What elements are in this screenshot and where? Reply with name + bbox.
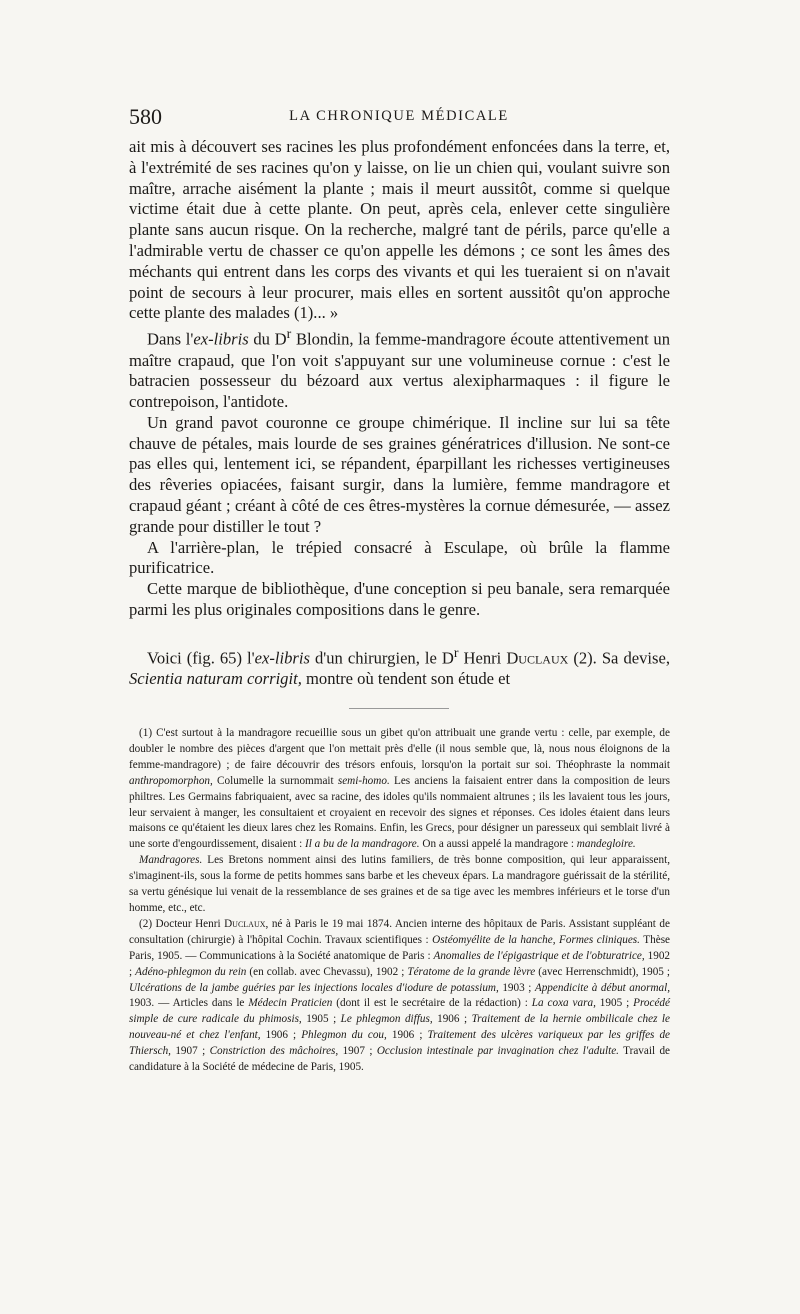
footnotes — [129, 726, 670, 1076]
paragraph-marque: Cette marque de bibliothèque, d'une conception si peu banale, sera remarquée parmi les plus originales compositions dans le genre. — [129, 579, 670, 620]
page-number: 580 — [129, 104, 162, 129]
page-header — [129, 104, 669, 134]
footnote-2: (2) Docteur Henri Duclaux, né à Paris le 19 mai 1874. Ancien interne des hôpitaux de Paris. Assistant suppléant de consultation (chirurgie) à l'hôpital Cochin. Travaux scientifiques : Ostéomyélite de la hanche, Formes cliniques. Thèse Paris, 1905. — Communications à la Société anatomique de Paris : Anomalies de l'épigastrique et de l'obturatrice, 1902 ; Adéno-phlegmon du rein (en collab. avec Chevassu), 1902 ; Tératome de la grande lèvre (avec Herrenschmidt), 1905 ; Ulcérations de la jambe guéries par les injections locales d'iodure de potassium, 1903 ; Appendicite à début anormal, 1903. — Articles dans le Médecin Praticien (dont il est le secrétaire de la rédaction) : La coxa vara, 1905 ; Procédé simple de cure radicale du phimosis, 1905 ; Le phlegmon diffus, 1906 ; Traitement de la hernie ombilicale chez le nouveau-né et chez l'enfant, 1906 ; Phlegmon du cou, 1906 ; Traitement des ulcères variqueux par les griffes de Thiersch, 1907 ; Constriction des mâchoires, 1907 ; Occlusion intestinale par invagination chez l'adulte. Travail de candidature à la Société de médecine de Paris, 1905. — [129, 917, 671, 1074]
main-text — [129, 137, 670, 690]
footnote-divider — [349, 708, 449, 709]
footnote-1-continued: Mandragores. Les Bretons nomment ainsi des lutins familiers, de très bonne composition, qui leur apparaissent, s'imaginent-ils, sous la forme de petits hommes sans barbe et les cheveux épars. La mandragore guérissait de la stérilité, sa vertu génésique lui venait de la ressemblance de ses graines et de sa tige avec les membres inférieurs et le torse d'un homme, etc., etc. — [129, 854, 670, 914]
paragraph-duclaux-ex-libris: Voici (fig. 65) l'ex-libris d'un chirurgien, le $D^r$ Henri Duclaux (2). Sa devise, Scientia naturam corrigit, montre où tendent son étude et — [129, 644, 670, 689]
paragraph-continued: ait mis à découvert ses racines les plus profondément enfoncées dans la terre, et, à l'extrémité de ses racines qu'on y laisse, on lie un chien qui, voulant suivre son maître, arrache aisément la plante ; mais il meurt aussitôt, comme si quelque victime était due à cette plante. On peut, après cela, enlever cette singulière plante sans aucun risque. On la recherche, malgré tant de périls, parce qu'elle a l'admirable vertu de chasser ce qu'on appelle les démons ; ce sont les âmes des méchants qui entrent dans les corps des vivants et qui les tueraient si on n'avait point de secours à leur procurer, mais elles en sortent aussitôt qu'on approche cette plante des malades (1)... » — [129, 137, 670, 323]
paragraph-blondin-ex-libris: Dans l'ex-libris du $D^r$ Blondin, la femme-mandragore écoute attentivement un maître crapaud, que l'on voit s'appuyant sur une volumineuse cornue : c'est le batracien possesseur du bézoard aux vertus alexipharmaques : il figure le contrepoison, l'antidote. — [129, 326, 671, 412]
paragraph-arriere-plan: A l'arrière-plan, le trépied consacré à Esculape, où brûle la flamme purificatrice. — [129, 537, 670, 578]
paragraph-pavot: Un grand pavot couronne ce groupe chimérique. Il incline sur lui sa tête chauve de pétales, mais lourde de ses graines génératrices d'illusion. Ne sont-ce pas elles qui, lentement ici, se répandent, éparpillant les richesses vertigineuses des rêveries opiacées, faisant surgir, dans la lumière, femme mandragore et crapaud géant ; créant à côté de ces êtres-mystères la cornue démesurée, — assez grande pour distiller le tout ? — [129, 412, 670, 536]
running-title: LA CHRONIQUE MÉDICALE — [289, 108, 509, 124]
footnote-1: (1) C'est surtout à la mandragore recueillie sous un gibet qu'on attribuait une grande vertu : celle, par exemple, de doubler le nombre des pièces d'argent que l'on mettait près d'elle (il nous semble que, là, nous nous éloignons de la femme-mandragore) ; de faire découvrir des trésors enfouis, lorsqu'on la portait sur soi. Théophraste la nommait anthropomorphon, Columelle la surnommait semi-homo. Les anciens la faisaient entrer dans la composition de leurs philtres. Les Germains fabriquaient, avec sa racine, des idoles qu'ils nommaient altrunes ; ils les lavaient tous les jours, leur servaient à manger, les consultaient et croyaient en recevoir des signes et réponses. Ces idoles étaient dans leurs maisons ce qu'étaient les dieux lares chez les Romains. Enfin, les Grecs, pour désigner un paresseux qui semblait livré à une sorte d'engourdissement, disaient : Il a bu de la mandragore. On a aussi appelé la mandragore : mandegloire. — [129, 727, 670, 851]
